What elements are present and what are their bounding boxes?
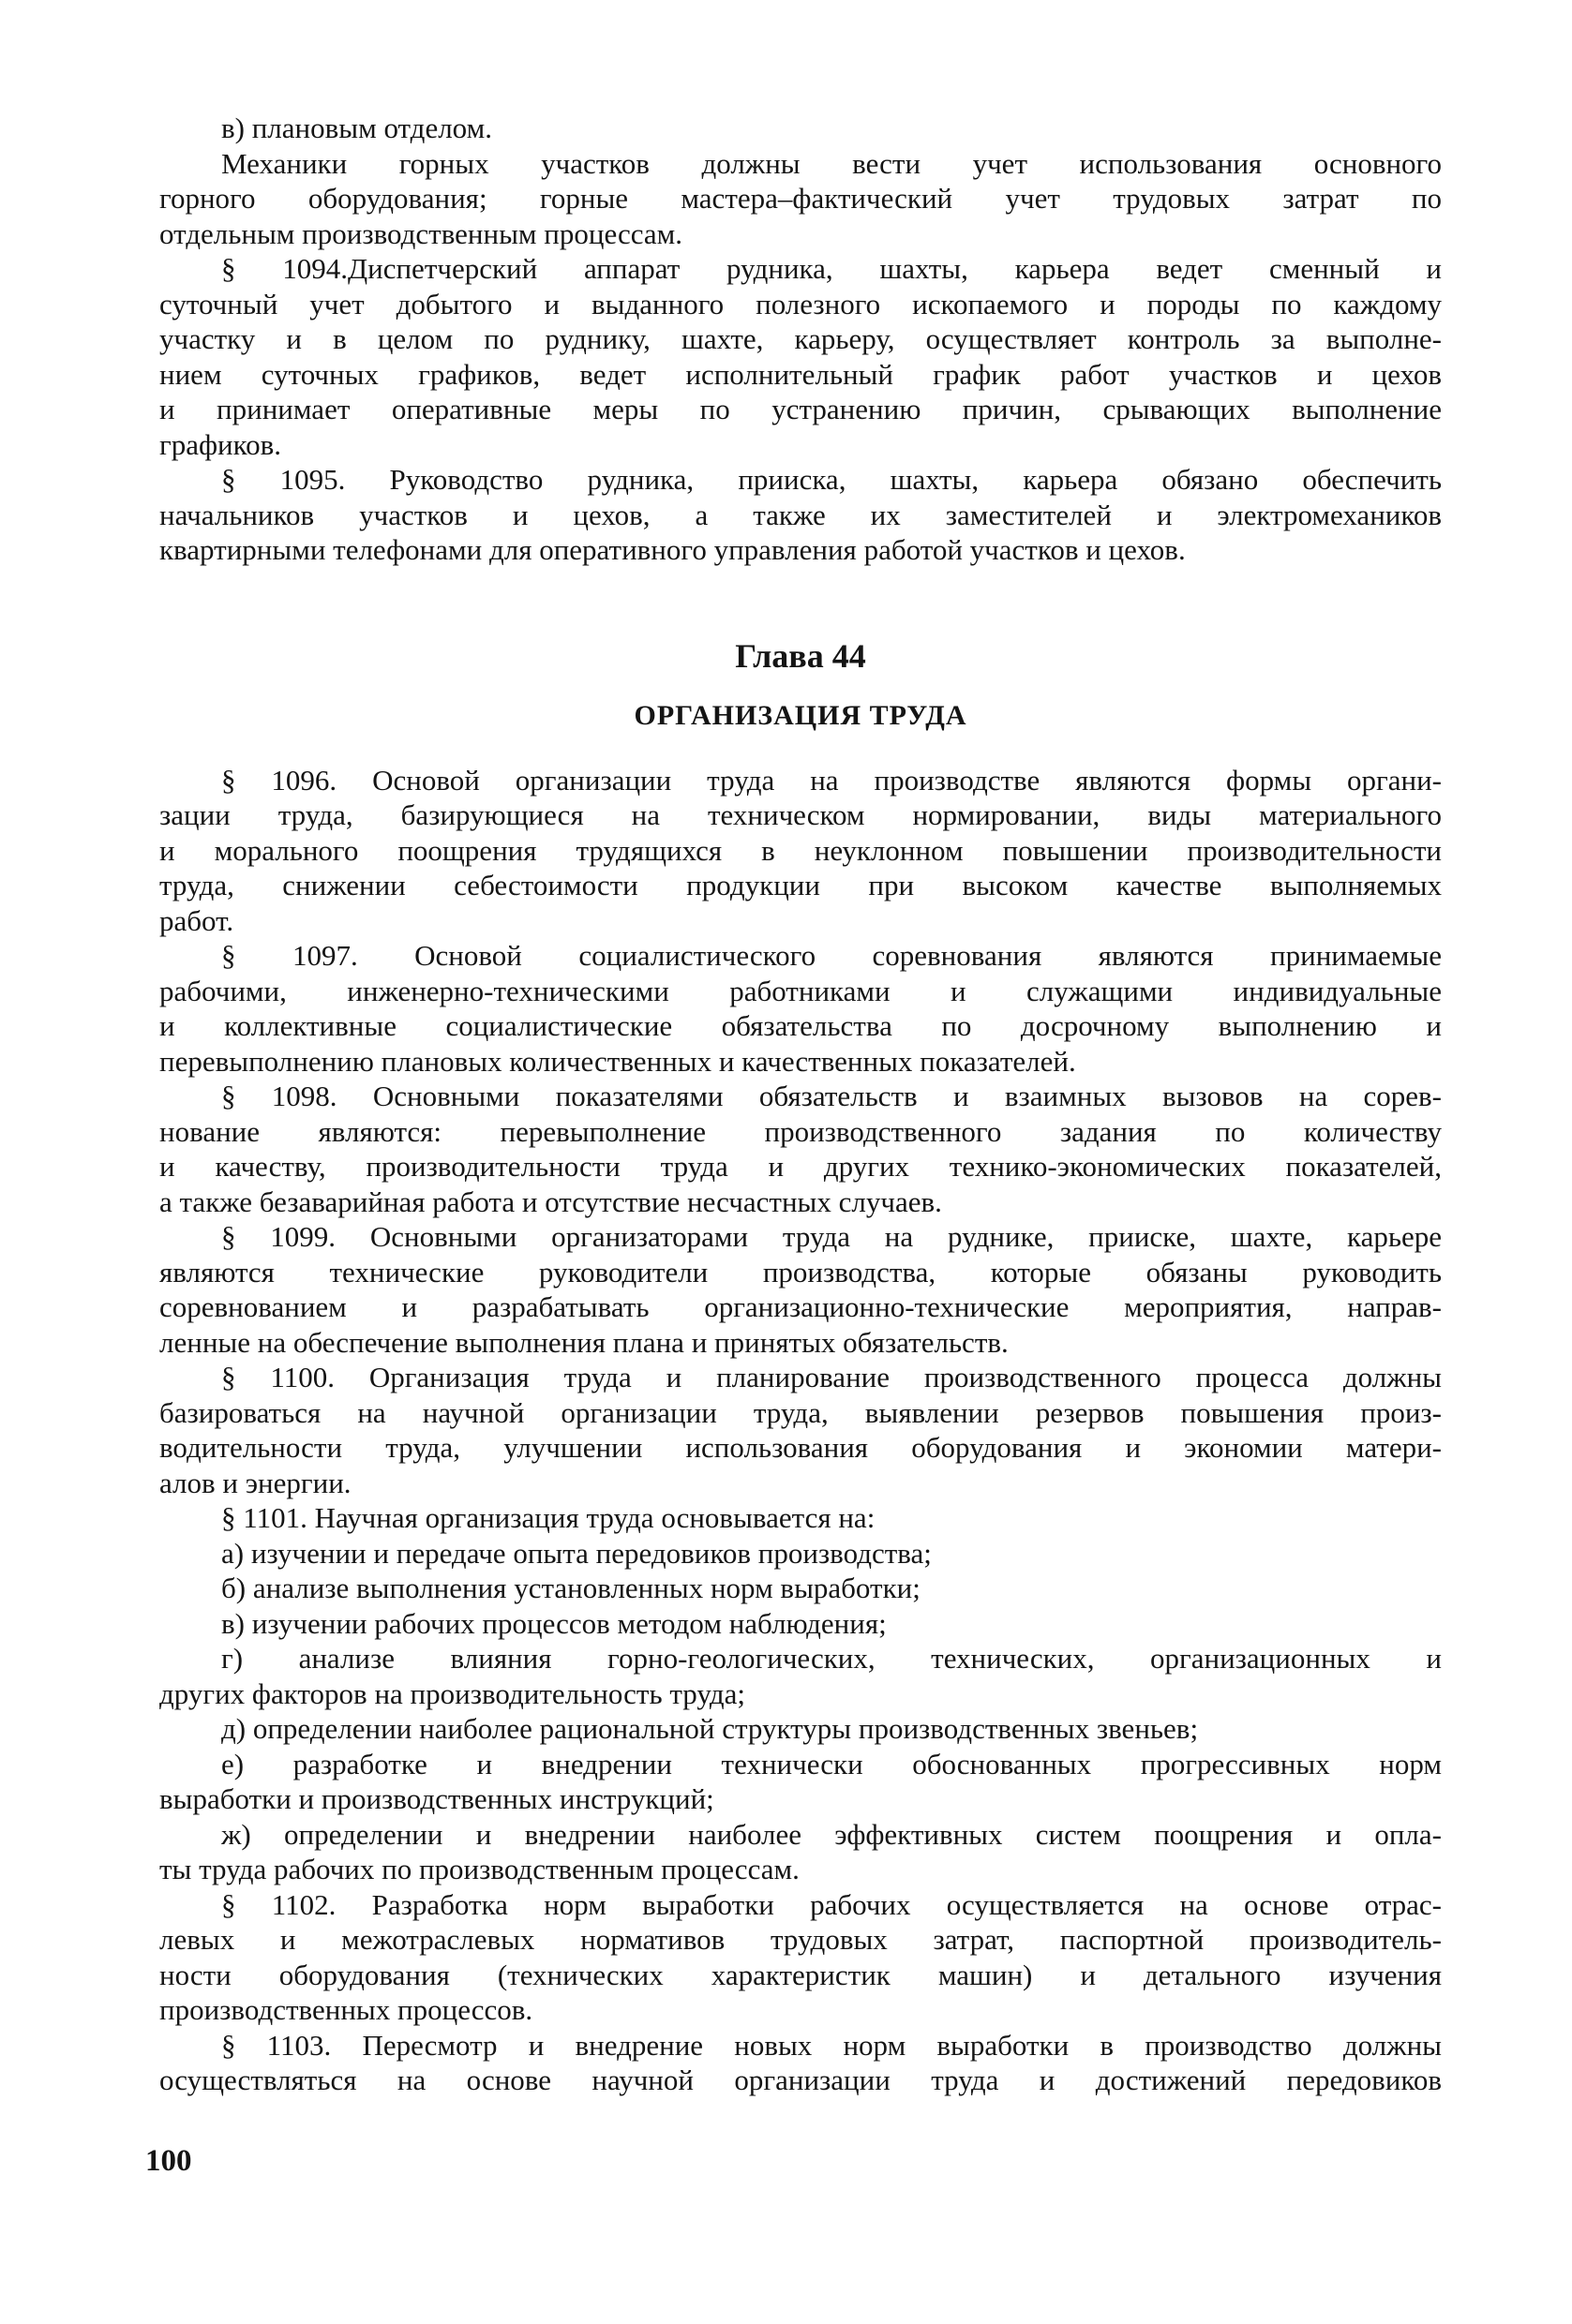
- text-line: труда, снижении себестоимости продукции при высоком качестве выполняемых: [159, 869, 1442, 901]
- text-line: § 1096. Основой организации труда на производстве являются формы органи-: [221, 763, 1442, 797]
- chapter-title: ОРГАНИЗАЦИЯ ТРУДА: [634, 699, 967, 731]
- text-line: § 1098. Основными показателями обязательств и взаимных вызовов на сорев-: [221, 1080, 1442, 1112]
- text-line: суточный учет добытого и выданного полезного ископаемого и породы по каждому: [159, 287, 1442, 320]
- paragraph: [159, 1887, 1442, 2028]
- paragraph: [159, 1817, 1442, 1887]
- text-line: ты труда рабочих по производственным процессам.: [159, 1853, 800, 1885]
- text-line: ности оборудования (технических характеристик машин) и детального изучения: [159, 1958, 1442, 1991]
- text-line: § 1100. Организация труда и планирование производственного процесса должны: [221, 1361, 1442, 1393]
- text-line: нием суточных графиков, ведет исполнительный график работ участков и цехов: [159, 357, 1442, 391]
- text-line: § 1103. Пересмотр и внедрение новых норм выработки в производство должны: [221, 2028, 1442, 2062]
- text-line: § 1094.Диспетчерский аппарат рудника, шахты, карьера ведет сменный и: [221, 252, 1442, 285]
- text-line: водительности труда, улучшении использования оборудования и экономии матери-: [159, 1431, 1442, 1464]
- chapter-body: [159, 763, 1442, 2098]
- text-line: нование являются: перевыполнение производственного задания по количеству: [159, 1114, 1442, 1148]
- paragraph: [159, 146, 1442, 252]
- text-line: и качеству, производительности труда и других технико-экономических показателей,: [159, 1150, 1442, 1183]
- paragraph: [159, 1641, 1442, 1711]
- text-line: в) изучении рабочих процессов методом наблюдения;: [221, 1606, 887, 1640]
- paragraph: [159, 1500, 1442, 1536]
- text-line: а также безаварийная работа и отсутствие несчастных случаев.: [159, 1184, 942, 1218]
- text-line: алов и энергии.: [159, 1466, 352, 1499]
- paragraph: [159, 1606, 1442, 1642]
- text-line: § 1099. Основными организаторами труда на руднике, прииске, шахте, карьере: [221, 1220, 1442, 1253]
- text-line: § 1101. Научная организация труда основывается на:: [221, 1501, 876, 1534]
- paragraph: [159, 763, 1442, 939]
- paragraph: [159, 1536, 1442, 1572]
- text-line: зации труда, базирующиеся на техническом нормировании, виды материального: [159, 798, 1442, 831]
- text-line: работ.: [159, 903, 234, 937]
- paragraph: [159, 1571, 1442, 1606]
- paragraph: [159, 938, 1442, 1079]
- text-line: являются технические руководители производства, которые обязаны руководить: [159, 1255, 1442, 1289]
- top-text-block: [159, 111, 1442, 568]
- text-line: а) изучении и передаче опыта передовиков производства;: [221, 1536, 932, 1570]
- text-line: горного оборудования; горные мастера–фактический учет трудовых затрат по: [159, 182, 1442, 215]
- paragraph: [159, 1079, 1442, 1219]
- text-line: выработки и производственных инструкций;: [159, 1782, 714, 1815]
- text-line: производственных процессов.: [159, 1993, 533, 2026]
- text-line: отдельным производственным процессам.: [159, 216, 683, 250]
- text-line: ленные на обеспечение выполнения плана и принятых обязательств.: [159, 1325, 1009, 1359]
- chapter-number: Глава 44: [735, 636, 866, 675]
- paragraph: [159, 111, 1442, 146]
- text-line: осуществляться на основе научной организации труда и достижений передовиков: [159, 2063, 1442, 2096]
- text-line: графиков.: [159, 427, 282, 461]
- text-line: перевыполнению плановых количественных и качественных показателей.: [159, 1044, 1076, 1078]
- text-line: соревнованием и разрабатывать организационно-технические мероприятия, направ-: [159, 1290, 1442, 1323]
- paragraph: [159, 1711, 1442, 1747]
- text-line: рабочими, инженерно-техническими работниками и служащими индивидуальные: [159, 974, 1442, 1007]
- paragraph: [159, 462, 1442, 568]
- text-line: Механики горных участков должны вести учет использования основного: [221, 146, 1442, 180]
- text-line: и морального поощрения трудящихся в неуклонном повышении производительности: [159, 833, 1442, 867]
- text-line: д) определении наиболее рациональной структуры производственных звеньев;: [221, 1712, 1199, 1745]
- text-line: в) плановым отделом.: [221, 112, 492, 144]
- text-line: г) анализе влияния горно-геологических, технических, организационных и: [221, 1642, 1442, 1675]
- text-line: и коллективные социалистические обязательства по досрочному выполнению и: [159, 1009, 1442, 1042]
- page-number: 100: [145, 2144, 192, 2178]
- paragraph: [159, 2028, 1442, 2098]
- text-line: начальников участков и цехов, а также их заместителей и электромехаников: [159, 498, 1442, 531]
- text-line: § 1102. Разработка норм выработки рабочих осуществляется на основе отрас-: [221, 1887, 1442, 1921]
- text-line: § 1097. Основой социалистического соревнования являются принимаемые: [221, 939, 1442, 972]
- text-line: § 1095. Руководство рудника, прииска, шахты, карьера обязано обеспечить: [221, 463, 1442, 496]
- text-line: квартирными телефонами для оперативного управления работой участков и цехов.: [159, 533, 1186, 566]
- text-line: базироваться на научной организации труда, выявлении резервов повышения произ-: [159, 1395, 1442, 1429]
- text-line: участку и в целом по руднику, шахте, карьеру, осуществляет контроль за выполне-: [159, 322, 1442, 355]
- text-line: и принимает оперативные меры по устранению причин, срывающих выполнение: [159, 393, 1442, 425]
- text-line: других факторов на производительность труда;: [159, 1676, 746, 1710]
- text-line: е) разработке и внедрении технически обоснованных прогрессивных норм: [221, 1747, 1442, 1780]
- paragraph: [159, 251, 1442, 462]
- paragraph: [159, 1747, 1442, 1817]
- text-line: левых и межотраслевых нормативов трудовых затрат, паспортной производитель-: [159, 1923, 1442, 1956]
- document-page: [159, 111, 1442, 2098]
- text-line: ж) определении и внедрении наиболее эффективных систем поощрения и опла-: [221, 1817, 1442, 1851]
- paragraph: [159, 1219, 1442, 1360]
- paragraph: [159, 1360, 1442, 1500]
- text-line: б) анализе выполнения установленных норм выработки;: [221, 1572, 921, 1604]
